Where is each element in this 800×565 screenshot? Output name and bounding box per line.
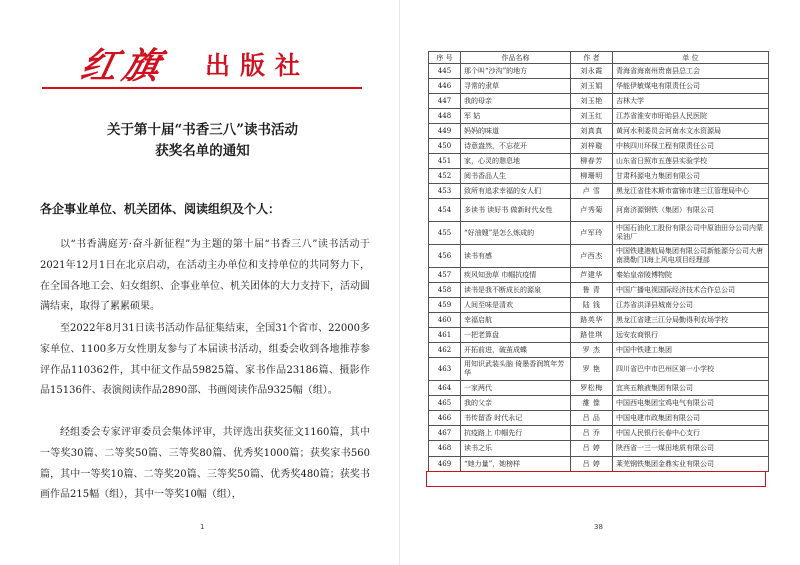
author-name: 路佳琪 [571, 328, 613, 343]
table-row [429, 298, 769, 313]
unit-name: 河南济源钢铁（集团）有限公司 [613, 199, 769, 222]
unit-name: 四川省巴中市巴州区第一小学校 [613, 358, 769, 381]
row-number: 455 [429, 222, 461, 245]
unit-name: 黄河水利委员会河南水文水资源局 [613, 124, 769, 139]
author-name: 路英华 [571, 313, 613, 328]
table-row [429, 426, 769, 441]
work-title: 多读书 读好书 做新时代女性 [461, 199, 571, 222]
unit-name: 黑龙江省建三江分局勤得利农场学校 [613, 313, 769, 328]
unit-name: 远安农商银行 [613, 328, 769, 343]
author-name: 鲁 青 [571, 283, 613, 298]
work-title: 军 姑 [461, 109, 571, 124]
work-title: 读书之乐 [461, 441, 571, 457]
author-name: 罗松梅 [571, 381, 613, 396]
table-row [429, 154, 769, 169]
table-row [429, 169, 769, 184]
work-title: 我的母亲 [461, 94, 571, 109]
work-title: 幸福启航 [461, 313, 571, 328]
work-title: 阅书香品人生 [461, 169, 571, 184]
body-paragraph: 以“书香满庭芳·奋斗新征程”为主题的第十届“书香三八”读书活动于2021年12月1日在北京启动，在活动主办单位和支持单位的共同努力下，在全国各地工会、妇女组织、企事业单位、机关团体的大力支持下，活动圆满结束，取得了累累硕果。 [40, 239, 370, 313]
header-no: 序 号 [429, 52, 461, 64]
salutation: 各企事业单位、机关团体、阅读组织及个人： [40, 202, 281, 216]
unit-name: 宜宾五粮液集团有限公司 [613, 381, 769, 396]
work-title: 那个叫“沙沟”的地方 [461, 64, 571, 79]
award-winners-table [428, 51, 769, 472]
table-row [429, 79, 769, 94]
row-number: 452 [429, 169, 461, 184]
work-title: 一把老算盘 [461, 328, 571, 343]
row-number: 468 [429, 441, 461, 457]
table-row [429, 124, 769, 139]
author-name: 刘梓璇 [571, 139, 613, 154]
unit-name: 江苏省洪泽县城南分公司 [613, 298, 769, 313]
unit-name: 甘肃科源电力集团有限公司 [613, 169, 769, 184]
unit-name: 中国中铁建工集团 [613, 343, 769, 358]
row-number: 464 [429, 381, 461, 396]
author-name: 柳珊明 [571, 169, 613, 184]
work-title: 抗疫路上 巾帼先行 [461, 426, 571, 441]
row-number: 450 [429, 139, 461, 154]
unit-name: 莱芜钢铁集团金鼎实业有限公司 [613, 457, 769, 472]
table-row [429, 222, 769, 245]
row-number: 461 [429, 328, 461, 343]
table-row [429, 268, 769, 283]
unit-name: 中国广播电视国际经济技术合作总公司 [613, 283, 769, 298]
table-row [429, 457, 769, 472]
table-row [429, 245, 769, 268]
work-title: 读书是我不断成长的源泉 [461, 283, 571, 298]
header-unit: 单 位 [613, 52, 769, 64]
header-author: 作 者 [571, 52, 613, 64]
body-paragraph: 至2022年8月31日读书活动作品征集结束，全国31个省市、22000多家单位、1100多万女性朋友参与了本届读书活动，组委会收到各地推荐参评作品110362件，其中征文作品59825篇、家书作品23186篇、摄影作品15136件、表演阅读作品2890部、书画阅读作品9325幅（组）。 [40, 323, 370, 397]
author-name: 吕 婷 [571, 441, 613, 457]
page-number-left: 1 [200, 523, 205, 531]
unit-name: 中国石油化工股份有限公司中原油田分公司内蒙采油厂 [613, 222, 769, 245]
table-row [429, 139, 769, 154]
table-header-row [429, 52, 769, 64]
row-number: 454 [429, 199, 461, 222]
notice-subtitle: 获奖名单的通知 [155, 143, 250, 159]
author-name: 雒 像 [571, 396, 613, 411]
table-row [429, 283, 769, 298]
table-row [429, 94, 769, 109]
unit-name: 秦始皇帝陵博物院 [613, 268, 769, 283]
row-number: 453 [429, 184, 461, 199]
work-title: 人间至味是清欢 [461, 298, 571, 313]
table-row [429, 313, 769, 328]
table-row [429, 411, 769, 426]
work-title: 寻常的隶草 [461, 79, 571, 94]
row-number: 462 [429, 343, 461, 358]
row-number: 451 [429, 154, 461, 169]
row-number: 449 [429, 124, 461, 139]
author-name: 刘真真 [571, 124, 613, 139]
row-number: 459 [429, 298, 461, 313]
author-name: 卢秀菊 [571, 199, 613, 222]
author-name: 刘玉娟 [571, 79, 613, 94]
row-number: 458 [429, 283, 461, 298]
table-row [429, 381, 769, 396]
author-name: 卢军玲 [571, 222, 613, 245]
table-row [429, 184, 769, 199]
table-row [429, 328, 769, 343]
row-number: 456 [429, 245, 461, 268]
author-name: 卢 雪 [571, 184, 613, 199]
publisher-logo-script: 红旗 [77, 45, 170, 87]
unit-name: 中国人民银行长春中心支行 [613, 426, 769, 441]
work-title: 妈妈的味道 [461, 124, 571, 139]
unit-name: 陕西省一三一煤田地质有限公司 [613, 441, 769, 457]
work-title: 我的父亲 [461, 396, 571, 411]
work-title: 开拓前进，破茧成蝶 [461, 343, 571, 358]
unit-name: 中国电建市政集团有限公司 [613, 411, 769, 426]
author-name: 吕 婷 [571, 457, 613, 472]
notice-title: 关于第十届“书香三八”读书活动 [106, 122, 299, 138]
row-number: 457 [429, 268, 461, 283]
body-paragraph: 经组委会专家评审委员会集体评审，共评选出获奖征文1160篇，其中一等奖30篇、二等奖50篇、三等奖80篇、优秀奖1000篇；获奖家书560篇，其中一等奖10篇、二等奖20篇、三等奖50篇、优秀奖480篇；获奖书画作品215幅（组），其中一等奖10幅（组）， [40, 427, 370, 501]
page-number-right: 38 [594, 523, 603, 531]
work-title: “她力量”，她榜样 [461, 457, 571, 472]
author-name: 刘永霞 [571, 64, 613, 79]
table-row [429, 199, 769, 222]
table-row [429, 64, 769, 79]
work-title: 家，心灵的憩息地 [461, 154, 571, 169]
work-title: 读书有感 [461, 245, 571, 268]
row-number: 446 [429, 79, 461, 94]
unit-name: 吉林大学 [613, 94, 769, 109]
unit-name: 黑龙江省佳木斯市富锦市建三江管理局中心 [613, 184, 769, 199]
work-title: 一家两代 [461, 381, 571, 396]
publisher-logo-print: 出版社 [205, 51, 311, 80]
unit-name: 中国铁建港航局集团有限公司新能源分公司大唐南澳勒门I海上风电项目经理部 [613, 245, 769, 268]
row-number: 447 [429, 94, 461, 109]
author-name: 柳春芳 [571, 154, 613, 169]
masthead-divider [42, 87, 362, 89]
table-row [429, 396, 769, 411]
unit-name: 中核四川环保工程有限责任公司 [613, 139, 769, 154]
row-number: 460 [429, 313, 461, 328]
unit-name: 青海省海南州贵南县总工会 [613, 64, 769, 79]
table-row [429, 109, 769, 124]
author-name: 罗 艳 [571, 358, 613, 381]
author-name: 罗 杰 [571, 343, 613, 358]
unit-name: 中国西电集团宝鸡电气有限公司 [613, 396, 769, 411]
work-title: 用知识武装头脑 倚墨香润筑年芳华 [461, 358, 571, 381]
author-name: 刘玉红 [571, 109, 613, 124]
row-number: 465 [429, 396, 461, 411]
row-number: 469 [429, 457, 461, 472]
row-number: 466 [429, 411, 461, 426]
row-number: 445 [429, 64, 461, 79]
author-name: 陆 钱 [571, 298, 613, 313]
author-name: 刘玉艳 [571, 94, 613, 109]
author-name: 吕 品 [571, 411, 613, 426]
row-number: 467 [429, 426, 461, 441]
work-title: 疾风知劲草 巾帼抗疫情 [461, 268, 571, 283]
author-name: 卢西杰 [571, 245, 613, 268]
unit-name: 山东省日照市五莲县实验学校 [613, 154, 769, 169]
row-number: 448 [429, 109, 461, 124]
table-row [429, 441, 769, 457]
work-title: “好油嫂”是怎么炼成的 [461, 222, 571, 245]
table-row [429, 343, 769, 358]
author-name: 芦建华 [571, 268, 613, 283]
publisher-masthead [60, 38, 360, 87]
unit-name: 华能伊敏煤电有限责任公司 [613, 79, 769, 94]
work-title: 诗意盎然，不忘花开 [461, 139, 571, 154]
unit-name: 江苏省淮安市盱眙县人民医院 [613, 109, 769, 124]
work-title: 书传留香 时代永记 [461, 411, 571, 426]
row-number: 463 [429, 358, 461, 381]
table-row [429, 358, 769, 381]
header-title: 作品名称 [461, 52, 571, 64]
author-name: 吕 乔 [571, 426, 613, 441]
work-title: 致所有追求幸福的女人们 [461, 184, 571, 199]
